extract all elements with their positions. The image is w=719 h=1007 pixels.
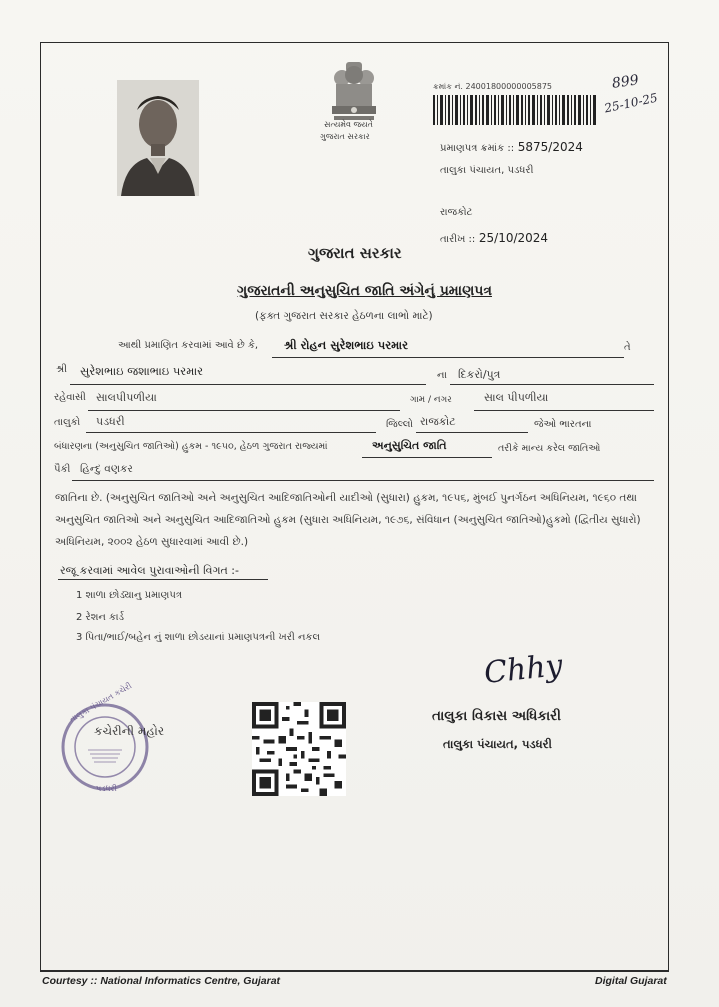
parent-name-line	[70, 384, 426, 385]
government-title: ગુજરાત સરકાર	[308, 244, 402, 262]
india-label: જેઓ ભારતના	[534, 419, 592, 430]
parent-prefix: શ્રી	[56, 364, 68, 375]
caste-value: હિન્દુ વણકર	[80, 463, 133, 475]
officer-office: તાલુકા પંચાયત, પડધરી	[443, 737, 552, 751]
constitution-label: બંધારણના (અનુસુચિત જાતિઓ) હુકમ - ૧૯૫૦, હેઠળ ગુજરાત રાજ્યમાં	[54, 441, 328, 452]
taluka-value: પડધરી	[96, 415, 125, 428]
certificate-subtitle: (ફક્ત ગુજરાત સરકાર હેઠળના લાભો માટે)	[255, 310, 433, 322]
relation-label: ના	[437, 370, 447, 381]
documents-heading: રજૂ કરવામાં આવેલ પુરાવાઓની વિગત :-	[60, 564, 239, 577]
documents-heading-underline	[58, 579, 268, 580]
village-line	[474, 410, 654, 411]
applicant-suffix: તે	[624, 342, 631, 353]
footer-brand: Digital Gujarat	[595, 975, 667, 987]
caste-prefix: પૈકી	[54, 464, 71, 475]
district-line	[416, 432, 528, 433]
office-seal	[60, 681, 170, 802]
office-name: તાલુકા પંચાયત, પડધરી	[440, 165, 534, 176]
relation-line	[450, 384, 654, 385]
district-label: જિલ્લો	[386, 419, 413, 430]
parent-name: સુરેશભાઇ જશાભાઇ પરમાર	[80, 364, 204, 378]
legal-paragraph: જાતિના છે. (અનુસુચિત જાતિઓ અને અનુસુચિત આદિજાતિઓની યાદીઓ (સુધારા) હુકમ, ૧૯૫૬, મુંબઈ પુનર્ગઠન અધિનિયમ, ૧૯૬૦ તથા અનુસુચિત જાતિઓ અને અનુસુચિત આદિજાતિઓ હુકમ (સુધારા અધિનિયમ, ૧૯૭૬, સંવિધાન (અનુસુચિત જાતિઓ)હુકમો (દ્વિતીય સુધારો) અધિનિયમ, ૨૦૦૨ હેઠળ સુધારવામાં આવી છે.)	[55, 492, 641, 548]
national-emblem	[318, 58, 390, 148]
barcode	[433, 95, 598, 125]
seal-label: કચેરીની મહોર	[94, 724, 165, 738]
seal-ring-text: તાલુકા પંચાયત કચેરી	[68, 681, 134, 724]
certificate-title: ગુજરાતની અનુસુચિત જાતિ અંગેનું પ્રમાણપત્ર	[237, 283, 493, 299]
category-line	[362, 457, 492, 458]
officer-signature: Chhy	[482, 647, 565, 692]
recognized-label: તરીકે માન્ય કરેલ જાતિઓ	[498, 443, 601, 454]
date-row	[440, 231, 548, 245]
qr-code	[252, 702, 346, 796]
document-item: 3 પિતા/ભાઈ/બહેન નું શાળા છોડયાનાં પ્રમાણપત્રની ખરી નકલ	[76, 632, 321, 643]
header-district: રાજકોટ	[440, 207, 473, 218]
resident-label: રહેવાસી	[54, 392, 86, 403]
resident-line	[88, 410, 400, 411]
footer-line	[40, 970, 669, 971]
resident-value: સાલપીપળીયા	[96, 391, 157, 404]
handwritten-number: 899	[611, 72, 640, 92]
officer-title: તાલુકા વિકાસ અધિકારી	[432, 708, 562, 724]
emblem-motto: સત્યમેવ જયતે	[324, 120, 373, 129]
seal-bottom-text: પડધરી	[96, 784, 117, 793]
caste-line	[72, 480, 654, 481]
document-item: 2 રેશન કાર્ડ	[76, 612, 125, 623]
taluka-label: તાલુકો	[54, 417, 81, 428]
emblem-government: ગુજરાત સરકાર	[320, 132, 370, 141]
category-value: અનુસુચિત જાતિ	[372, 439, 447, 452]
issue-date: 25/10/2024	[478, 231, 549, 245]
date-label: તારીખ ::	[440, 234, 476, 245]
applicant-photo	[117, 80, 199, 196]
relation-value: દિકરો/પુત્ર	[458, 368, 501, 381]
certify-label: આથી પ્રમાણિત કરવામાં આવે છે કે,	[118, 340, 259, 351]
taluka-line	[86, 432, 376, 433]
footer-courtesy: Courtesy :: National Informatics Centre, Gujarat	[42, 975, 281, 987]
certificate-number: 5875/2024	[517, 140, 583, 154]
barcode-number: ક્રમાંક નં. 24001800000005875	[433, 82, 553, 91]
certificate-number-label: પ્રમાણપત્ર ક્રમાંક ::	[440, 143, 515, 154]
applicant-name-line	[272, 357, 624, 358]
applicant-name: શ્રી રોહન સુરેશભાઇ પરમાર	[284, 338, 409, 352]
handwritten-date: 25-10-25	[603, 90, 659, 116]
document-item: 1 શાળા છોડ્યાનુ પ્રમાણપત્ર	[76, 590, 182, 601]
certificate-number-row	[440, 140, 583, 154]
district-value: રાજકોટ	[420, 415, 456, 428]
village-label: ગામ / નગર	[410, 395, 452, 405]
village-value: સાલ પીપળીયા	[484, 391, 549, 404]
